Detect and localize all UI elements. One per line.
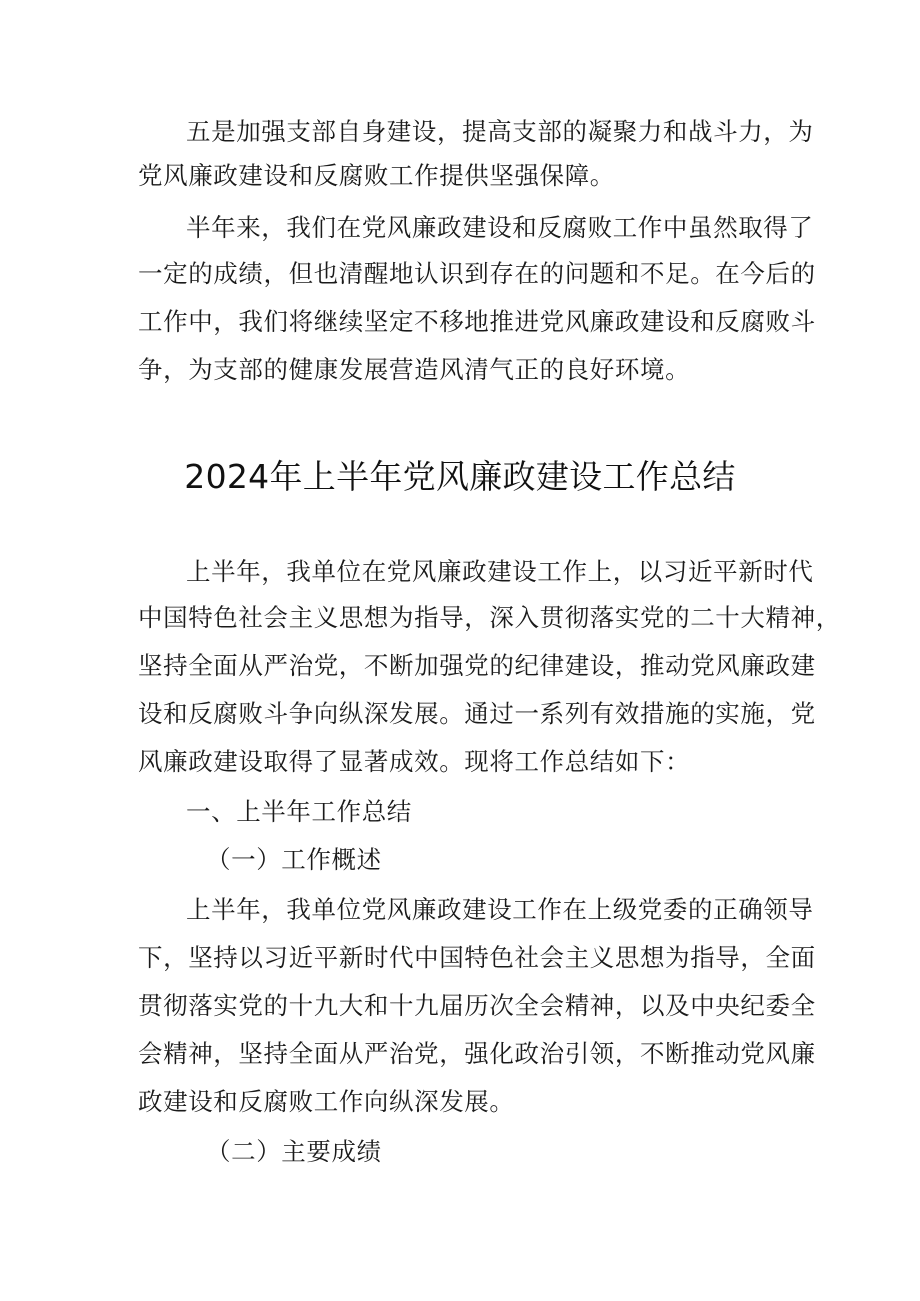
paragraph-line: 中国特色社会主义思想为指导，深入贯彻落实党的二十大精神， xyxy=(138,603,841,632)
paragraph-line: 五是加强支部自身建设，提高支部的凝聚力和战斗力，为 xyxy=(186,117,814,146)
paragraph-line: 坚持全面从严治党，不断加强党的纪律建设，推动党风廉政建 xyxy=(138,651,816,680)
paragraph-line: 政建设和反腐败工作向纵深发展。 xyxy=(138,1087,515,1116)
paragraph-line: 设和反腐败斗争向纵深发展。通过一系列有效措施的实施，党 xyxy=(138,699,816,728)
paragraph-line: 上半年，我单位党风廉政建设工作在上级党委的正确领导 xyxy=(186,895,814,924)
paragraph-line: 下，坚持以习近平新时代中国特色社会主义思想为指导，全面 xyxy=(138,943,816,972)
paragraph-line: 党风廉政建设和反腐败工作提供坚强保障。 xyxy=(138,161,615,190)
subsection-heading: （二）主要成绩 xyxy=(206,1137,382,1166)
paragraph-line: 半年来，我们在党风廉政建设和反腐败工作中虽然取得了 xyxy=(186,213,814,242)
subsection-heading: （一）工作概述 xyxy=(206,845,382,874)
paragraph-line: 会精神，坚持全面从严治党，强化政治引领，不断推动党风廉 xyxy=(138,1039,816,1068)
document-title: 2024年上半年党风廉政建设工作总结 xyxy=(184,457,736,496)
paragraph-line: 争，为支部的健康发展营造风清气正的良好环境。 xyxy=(138,355,691,384)
paragraph-line: 工作中，我们将继续坚定不移地推进党风廉政建设和反腐败斗 xyxy=(138,307,816,336)
section-heading: 一、上半年工作总结 xyxy=(186,797,412,826)
paragraph-line: 贯彻落实党的十九大和十九届历次全会精神，以及中央纪委全 xyxy=(138,991,816,1020)
paragraph-line: 一定的成绩，但也清醒地认识到存在的问题和不足。在今后的 xyxy=(138,259,816,288)
paragraph-line: 风廉政建设取得了显著成效。现将工作总结如下： xyxy=(138,747,691,776)
paragraph-line: 上半年，我单位在党风廉政建设工作上，以习近平新时代 xyxy=(186,557,814,586)
